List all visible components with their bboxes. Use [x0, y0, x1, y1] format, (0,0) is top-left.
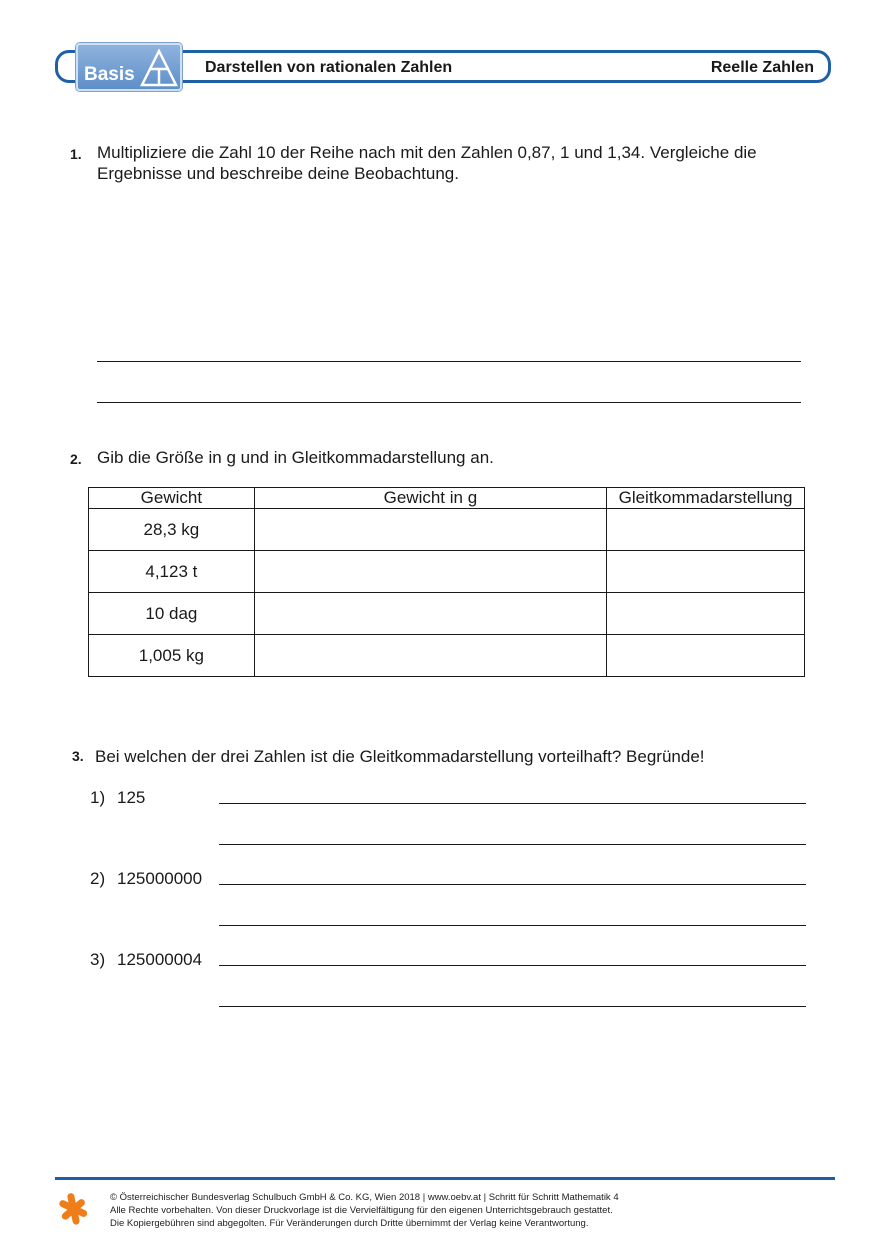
item-3-value: 125000004 — [117, 950, 203, 969]
answer-line[interactable] — [219, 803, 806, 804]
answer-line[interactable] — [219, 925, 806, 926]
column-header-weight: Gewicht — [89, 488, 255, 509]
triangle-icon — [140, 49, 178, 87]
answer-line[interactable] — [97, 361, 801, 362]
footer-line-2: Alle Rechte vorbehalten. Von dieser Druckvorlage ist die Vervielfältigung für den eigenen Unterrichtsgebrauch gestattet. — [110, 1205, 613, 1216]
footer-line-3: Die Kopiergebühren sind abgegolten. Für Veränderungen durch Dritte übernimmt der Verlag keine Verantwortung. — [110, 1218, 589, 1229]
floating-answer-cell[interactable] — [607, 593, 805, 635]
table-row — [89, 509, 805, 551]
footer-divider — [55, 1177, 835, 1180]
weight-table — [88, 487, 805, 677]
weight-cell: 28,3 kg — [89, 509, 255, 551]
task-2-number: 2. — [70, 451, 82, 467]
section-title: Reelle Zahlen — [710, 59, 814, 76]
floating-answer-cell[interactable] — [607, 551, 805, 593]
task-1-text-line2: Ergebnisse und beschreibe deine Beobachtung. — [97, 164, 459, 183]
badge-label: Basis — [84, 64, 135, 85]
item-3-label: 3) — [90, 950, 106, 969]
weight-cell: 1,005 kg — [89, 635, 255, 677]
task-1-number: 1. — [70, 146, 82, 162]
item-2-value: 125000000 — [117, 869, 203, 888]
grams-answer-cell[interactable] — [254, 635, 606, 677]
grams-answer-cell[interactable] — [254, 509, 606, 551]
answer-line[interactable] — [219, 1006, 806, 1007]
task-3-text: Bei welchen der drei Zahlen ist die Gleitkommadarstellung vorteilhaft? Begründe! — [95, 747, 705, 766]
task-1-text-line1: Multipliziere die Zahl 10 der Reihe nach mit den Zahlen 0,87, 1 und 1,34. Vergleiche die — [97, 143, 757, 162]
column-header-floating-point: Gleitkommadarstellung — [607, 488, 805, 509]
task-3-number: 3. — [72, 748, 84, 764]
page-title: Darstellen von rationalen Zahlen — [205, 59, 453, 76]
footer-text — [110, 1191, 619, 1230]
task-2-text: Gib die Größe in g und in Gleitkommadarstellung an. — [97, 448, 494, 467]
answer-line[interactable] — [219, 844, 806, 845]
table-row — [89, 593, 805, 635]
footer-line-1: © Österreichischer Bundesverlag Schulbuch GmbH & Co. KG, Wien 2018 | www.oebv.at | Schritt für Schritt Mathematik 4 — [110, 1192, 619, 1203]
answer-line[interactable] — [219, 884, 806, 885]
item-1-label: 1) — [90, 788, 106, 807]
weight-cell: 4,123 t — [89, 551, 255, 593]
table-row — [89, 635, 805, 677]
answer-line[interactable] — [97, 402, 801, 403]
item-2-label: 2) — [90, 869, 106, 888]
publisher-logo-icon — [55, 1191, 91, 1227]
column-header-weight-in-g: Gewicht in g — [254, 488, 606, 509]
answer-line[interactable] — [219, 965, 806, 966]
item-1-value: 125 — [117, 788, 146, 807]
grams-answer-cell[interactable] — [254, 593, 606, 635]
table-row — [89, 551, 805, 593]
grams-answer-cell[interactable] — [254, 551, 606, 593]
floating-answer-cell[interactable] — [607, 509, 805, 551]
weight-cell: 10 dag — [89, 593, 255, 635]
floating-answer-cell[interactable] — [607, 635, 805, 677]
